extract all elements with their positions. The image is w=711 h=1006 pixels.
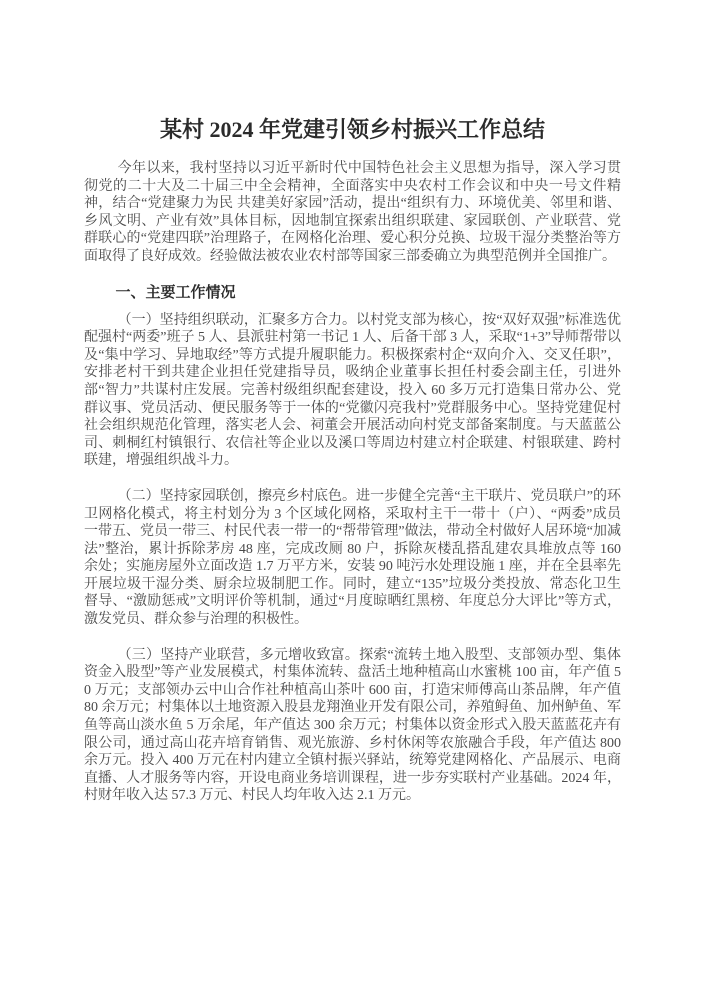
paragraph-home-co-creation: （二）坚持家园联创，擦亮乡村底色。进一步健全完善“主干联片、党员联户”的环卫网格化模式，将主村划分为 3 个区域化网格，采取村主干一带十（户）、“两委”成员一带五、党员一带三、村民代表一带一的“帮带管理”做法，带动全村做好人居环境“加减法”整治，累计拆除茅房 48 座，完成改厕 80 户，拆除灰楼乱搭乱建农具堆放点等 160 余处；实施房屋外立面改造 1.7 万平方米，安装 90 吨污水处理设施 1 座，并在全县率先开展垃圾干湿分类、厨余垃圾制肥工作。同时，建立“135”垃圾分类投放、常态化卫生督导、“激励惩戒”文明评价等机制，通过“月度晾晒红黑榜、年度总分大评比”等方式，激发党员、群众参与治理的积极性。 — [84, 488, 621, 628]
paragraph-organization-linkage: （一）坚持组织联动，汇聚多方合力。以村党支部为核心，按“双好双强”标准选优配强村“两委”班子 5 人、县派驻村第一书记 1 人、后备干部 3 人，采取“1+3”导师帮带以及“集中学习、异地取经”等方式提升履职能力。积极探索村企“双向介入、交叉任职”，安排老村干到共建企业担任党建指导员，吸纳企业董事长担任村委会副主任，引进外部“智力”共谋村庄发展。完善村级组织配套建设，投入 60 多万元打造集日常办公、党群议事、党员活动、便民服务等于一体的“党徽闪亮我村”党群服务中心。坚持党建促村社会组织规范化管理，落实老人会、祠董会开展活动向村党支部备案制度。与天蓝蓝公司、刺桐红村镇银行、农信社等企业以及溪口等周边村建立村企联建、村银联建、跨村联建，增强组织战斗力。 — [84, 312, 621, 469]
section-heading: 一、主要工作情况 — [115, 283, 236, 301]
paragraph-industry-co-operation: （三）坚持产业联营，多元增收致富。探索“流转土地入股型、支部领办型、集体资金入股型”等产业发展模式，村集体流转、盘活土地种植高山水蜜桃 100 亩，年产值 50 万元；支部领办云中山合作社种植高山茶叶 600 亩，打造宋师傅高山茶品牌，年产值 80 余万元；村集体以土地资源入股县龙翔渔业开发有限公司，养殖鲟鱼、加州鲈鱼、军鱼等高山淡水鱼 5 万余尾，年产值达 300 余万元；村集体以资金形式入股天蓝蓝花卉有限公司，通过高山花卉培育销售、观光旅游、乡村休闲等农旅融合手段，年产值达 800 余万元。投入 400 万元在村内建立全镇村振兴驿站，统筹党建网格化、产品展示、电商直播、人才服务等内容，开设电商业务培训课程，进一步夯实联村产业基础。2024 年，村财年收入达 57.3 万元、村民人均年收入达 2.1 万元。 — [84, 647, 621, 804]
document-title: 某村 2024 年党建引领乡村振兴工作总结 — [159, 117, 545, 142]
intro-paragraph: 今年以来，我村坚持以习近平新时代中国特色社会主义思想为指导，深入学习贯彻党的二十大及二十届三中全会精神，全面落实中央农村工作会议和中央一号文件精神，结合“党建聚力为民 共建美好家园”活动，提出“组织有力、环境优美、邻里和谐、乡风文明、产业有效”具体目标，因地制宜探索出组织联建、家园联创、产业联营、党群联心的“党建四联”治理路子，在网格化治理、爱心积分兑换、垃圾干湿分类整治等方面取得了良好成效。经验做法被农业农村部等国家三部委确立为典型范例并全国推广。 — [84, 161, 621, 264]
